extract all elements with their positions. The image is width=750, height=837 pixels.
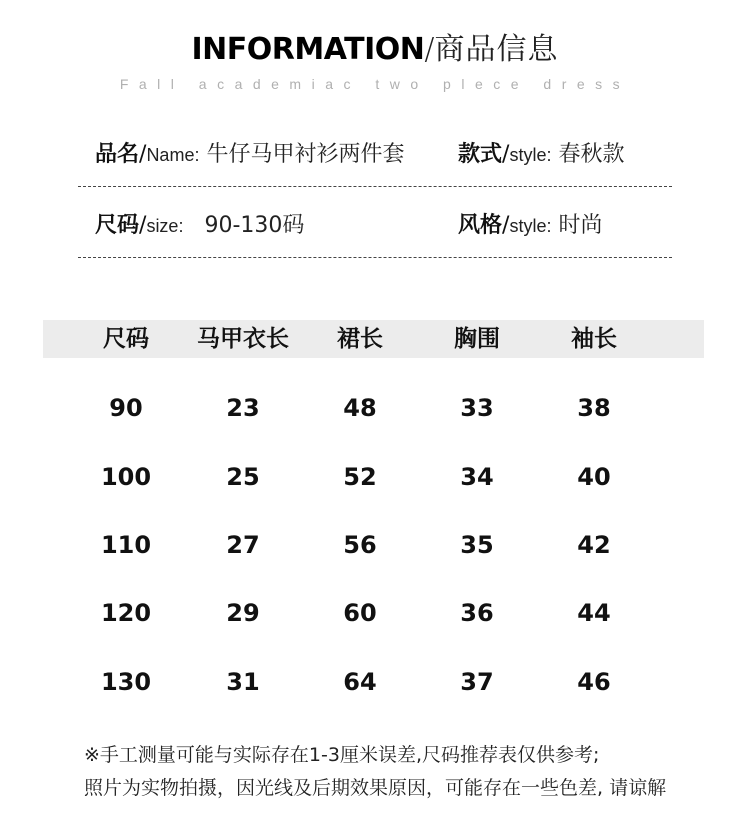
info-style-season-en: style: [509,145,552,165]
subtitle: Fall academiac two plece dress [119,76,631,92]
table-cell: 37 [460,668,494,696]
column-header-sleeve-length: 袖长 [571,326,617,352]
info-style-fashion [458,208,602,239]
column-header-chest: 胸围 [454,326,500,352]
info-name-label: 品名 [95,142,140,167]
table-cell: 35 [460,531,494,559]
table-cell: 42 [577,531,611,559]
table-cell: 27 [226,531,260,559]
table-cell: 46 [577,668,611,696]
info-row-1 [95,137,675,173]
table-cell: 90 [109,394,143,422]
table-cell: 29 [226,599,260,627]
table-row [43,662,704,702]
info-size-value: 90-130码 [204,213,305,238]
info-name-value: 牛仔马甲衬衫两件套 [206,142,405,167]
table-row [43,525,704,565]
info-style-fashion-en: style: [509,216,552,236]
table-cell: 31 [226,668,260,696]
table-row [43,457,704,497]
table-cell: 25 [226,463,260,491]
table-cell: 52 [343,463,377,491]
table-cell: 34 [460,463,494,491]
info-name [95,137,404,168]
title-separator: / [424,32,435,67]
info-style-fashion-slash: / [502,213,510,238]
note-measurement: ※手工测量可能与实际存在1-3厘米误差,尺码推荐表仅供参考; [84,744,600,766]
info-style-season-label: 款式 [458,142,503,167]
title-chinese: 商品信息 [434,32,559,67]
table-cell: 110 [100,531,152,559]
info-row-2 [95,208,675,244]
column-header-vest-length: 马甲衣长 [197,326,289,352]
table-row [43,388,704,428]
info-size-slash: / [139,213,147,238]
divider-2 [78,257,672,258]
table-cell: 23 [226,394,260,422]
title-english: INFORMATION [191,32,425,67]
table-cell: 64 [343,668,377,696]
table-cell: 100 [100,463,152,491]
table-cell: 60 [343,599,377,627]
column-header-skirt-length: 裙长 [337,326,383,352]
column-header-size: 尺码 [103,326,149,352]
info-size-label: 尺码 [95,213,140,238]
info-name-en: Name: [146,145,200,165]
table-cell: 48 [343,394,377,422]
info-style-fashion-label: 风格 [458,213,503,238]
info-size [95,208,304,239]
info-style-season-slash: / [502,142,510,167]
table-cell: 38 [577,394,611,422]
table-cell: 40 [577,463,611,491]
info-style-season [458,137,624,168]
table-cell: 130 [100,668,152,696]
info-style-season-value: 春秋款 [558,142,625,167]
table-cell: 56 [343,531,377,559]
table-cell: 36 [460,599,494,627]
table-cell: 33 [460,394,494,422]
info-size-en: size: [146,216,184,236]
page-title [0,28,750,70]
table-row [43,593,704,633]
table-cell: 120 [100,599,152,627]
table-cell: 44 [577,599,611,627]
header [0,28,750,92]
note-color-difference: 照片为实物拍摄，因光线及后期效果原因，可能存在一些色差, 请谅解 [84,777,667,799]
info-style-fashion-value: 时尚 [558,213,603,238]
divider-1 [78,186,672,187]
size-table-header [43,320,704,358]
info-name-slash: / [139,142,147,167]
